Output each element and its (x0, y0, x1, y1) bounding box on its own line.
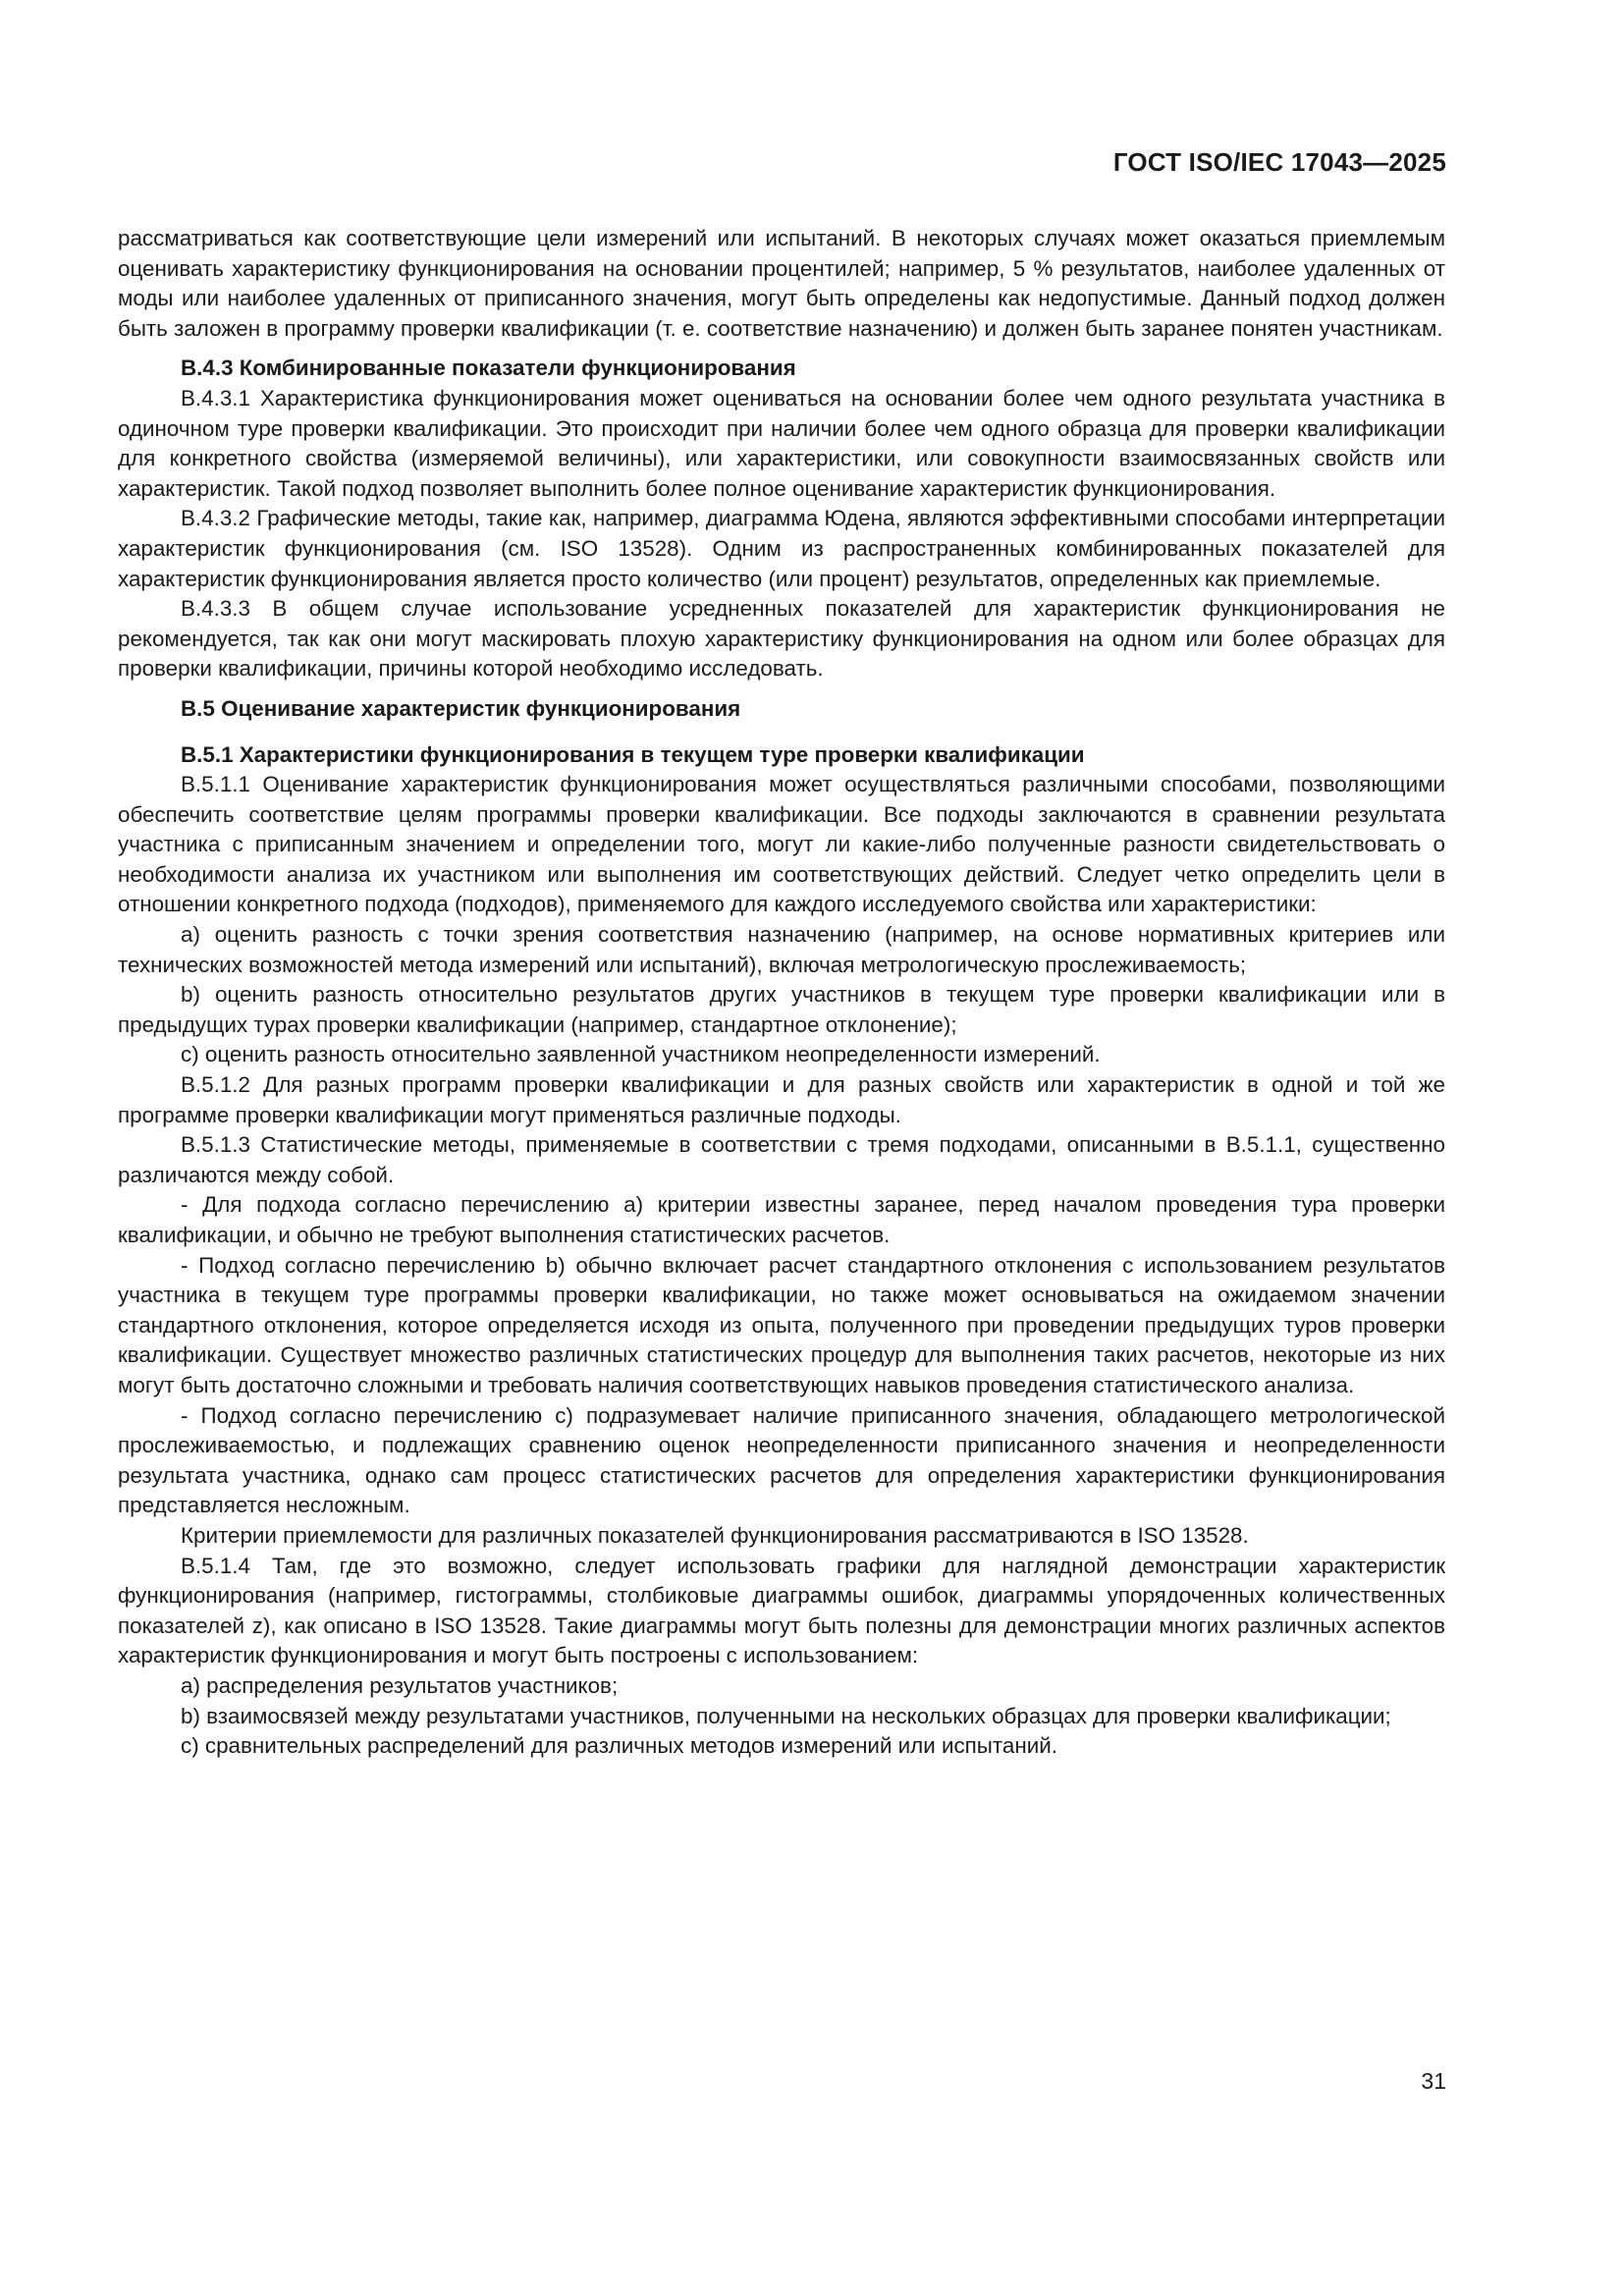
paragraph-b-5-1-3: B.5.1.3 Статистические методы, применяемые в соответствии с тремя подходами, описанными в B.5.1.1, существенно различаются между собой. (118, 1132, 1445, 1187)
paragraph-acceptance-criteria: Критерии приемлемости для различных показателей функционирования рассматриваются в ISO 13528. (181, 1522, 1249, 1548)
section-heading-b-5-1: B.5.1 Характеристики функционирования в текущем туре проверки квалификации (181, 741, 1085, 767)
list-item-a-2: a) распределения результатов участников; (181, 1672, 619, 1698)
section-heading-b-4-3: B.4.3 Комбинированные показатели функционирования (181, 355, 796, 381)
dash-item-approach-b: - Подход согласно перечислению b) обычно включает расчет стандартного отклонения с использованием результатов участника в текущем туре программы проверки квалификации, но также может основываться на ожидаемом значении стандартного отклонения, которое определяется исходя из опыта, полученного при проведении предыдущих туров проверки квалификации. Существует множество различных статистических процедур для выполнения таких расчетов, некоторые из них могут быть достаточно сложными и требовать наличия соответствующих навыков проведения статистического анализа. (118, 1252, 1445, 1397)
paragraph-b-4-3-3: B.4.3.3 В общем случае использование усредненных показателей для характеристик функционирования не рекомендуется, так как они могут маскировать плохую характеристику функционирования на одном или более образцах для проверки квалификации, причины которой необходимо исследовать. (118, 596, 1445, 682)
page-number: 31 (1421, 2068, 1446, 2094)
paragraph-continuation: рассматриваться как соответствующие цели измерений или испытаний. В некоторых случаях может оказаться приемлемым оценивать характеристику функционирования на основании процентилей; например, 5 % результатов, наиболее удаленных от моды или наиболее удаленных от приписанного значения, могут быть определены как недопустимые. Данный подход должен быть заложен в программу проверки квалификации (т. е. соответствие назначению) и должен быть заранее понятен участникам. (118, 226, 1445, 341)
section-heading-b-5: B.5 Оценивание характеристик функционирования (181, 695, 741, 721)
paragraph-b-5-1-4: B.5.1.4 Там, где это возможно, следует использовать графики для наглядной демонстрации характеристик функционирования (например, гистограммы, столбиковые диаграммы ошибок, диаграммы упорядоченных количественных показателей z), как описано в ISO 13528. Такие диаграммы могут быть полезны для демонстрации многих различных аспектов характеристик функционирования и могут быть построены с использованием: (118, 1553, 1445, 1668)
document-body (118, 224, 1445, 1762)
paragraph-b-5-1-1: B.5.1.1 Оценивание характеристик функционирования может осуществляться различными способами, позволяющими обеспечить соответствие целям программы проверки квалификации. Все подходы заключаются в сравнении результата участника с приписанным значением и определении того, могут ли какие-либо полученные разности свидетельствовать о необходимости анализа их участником или выполнения им соответствующих действий. Следует четко определить цели в отношении конкретного подхода (подходов), применяемого для каждого исследуемого свойства или характеристики: (118, 772, 1445, 917)
list-item-a: a) оценить разность с точки зрения соответствия назначению (например, на основе нормативных критериев или технических возможностей метода измерений или испытаний), включая метрологическую прослеживаемость; (118, 922, 1445, 977)
list-item-c: c) оценить разность относительно заявленной участником неопределенности измерений. (181, 1042, 1101, 1067)
list-item-c-2: c) сравнительных распределений для различных методов измерений или испытаний. (181, 1733, 1057, 1759)
dash-item-approach-a: - Для подхода согласно перечислению a) критерии известны заранее, перед началом проведения тура проверки квалификации, и обычно не требуют выполнения статистических расчетов. (118, 1192, 1445, 1247)
paragraph-b-4-3-2: B.4.3.2 Графические методы, такие как, например, диаграмма Юдена, являются эффективными способами интерпретации характеристик функционирования (см. ISO 13528). Одним из распространенных комбинированных показателей для характеристик функционирования является просто количество (или процент) результатов, определенных как приемлемые. (118, 506, 1445, 591)
list-item-b: b) оценить разность относительно результатов других участников в текущем туре проверки квалификации или в предыдущих турах проверки квалификации (например, стандартное отклонение); (118, 982, 1445, 1037)
list-item-b-2: b) взаимосвязей между результатами участников, полученными на нескольких образцах для проверки квалификации; (181, 1703, 1391, 1728)
paragraph-b-4-3-1: B.4.3.1 Характеристика функционирования может оцениваться на основании более чем одного результата участника в одиночном туре проверки квалификации. Это происходит при наличии более чем одного образца для проверки квалификации для конкретного свойства (измеряемой величины), или характеристики, или совокупности взаимосвязанных свойств или характеристик. Такой подход позволяет выполнить более полное оценивание характеристик функционирования. (118, 385, 1445, 501)
dash-item-approach-c: - Подход согласно перечислению c) подразумевает наличие приписанного значения, обладающего метрологической прослеживаемостью, и подлежащих сравнению оценок неопределенности приписанного значения и неопределенности результата участника, однако сам процесс статистических расчетов для определения характеристики функционирования представляется несложным. (118, 1402, 1445, 1518)
paragraph-b-5-1-2: B.5.1.2 Для разных программ проверки квалификации и для разных свойств или характеристик в одной и той же программе проверки квалификации могут применяться различные подходы. (118, 1072, 1445, 1127)
document-standard-header: ГОСТ ISO/IEC 17043—2025 (1112, 147, 1446, 177)
